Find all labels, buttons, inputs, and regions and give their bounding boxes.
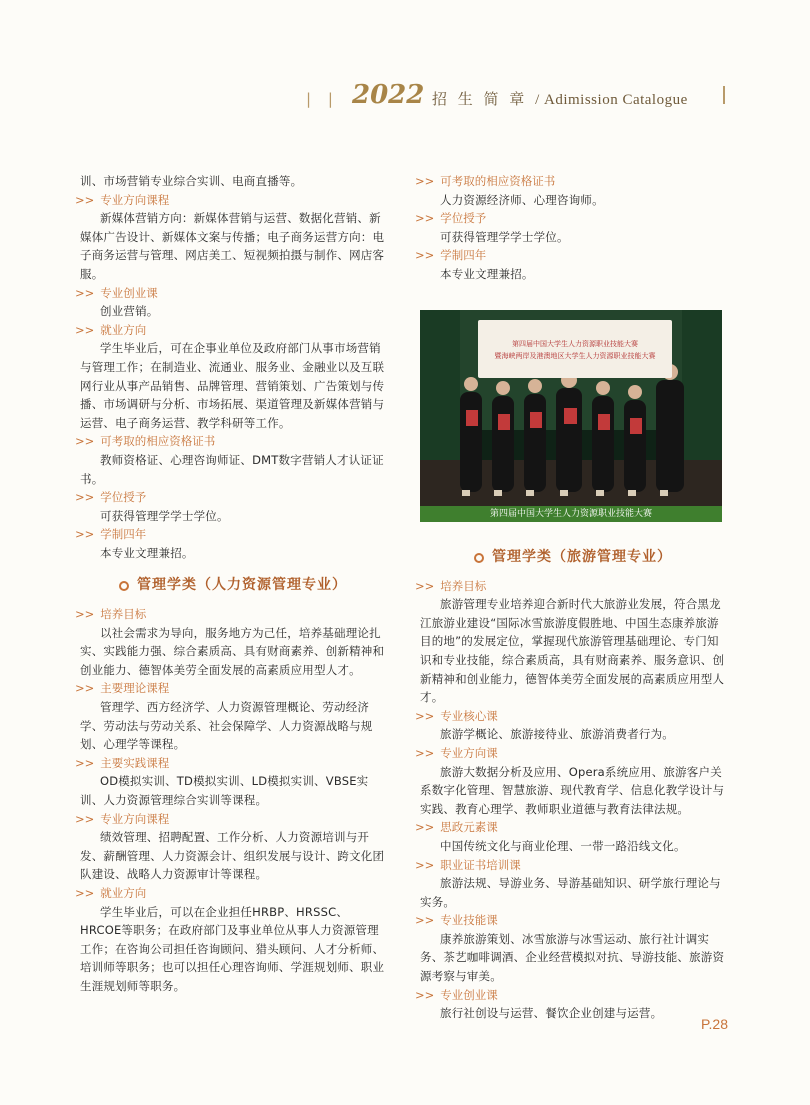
paragraph: 旅游管理专业培养迎合新时代大旅游业发展，符合黑龙江旅游业建设“国际冰雪旅游度假胜地、中国生态康养旅游目的地”的发展定位，掌握现代旅游管理基础理论、专门知识和专业技能，综合素质高，具有财商素养、服务意识、创新精神和创业能力，德智体美劳全面发展的高素质应用型人才。 — [420, 597, 725, 705]
paragraph: 康养旅游策划、冰雪旅游与冰雪运动、旅行社计调实务、茶艺咖啡调酒、企业经营模拟对抗、导游技能、旅游资源考察与审美。 — [420, 931, 725, 984]
paragraph: 创业营销。 — [100, 304, 159, 319]
right-column-bottom — [415, 534, 726, 1023]
banner-line2: 暨海峡两岸及港澳地区大学生人力资源职业技能大赛 — [494, 352, 656, 360]
subheading: >> 专业技能课 — [415, 913, 498, 928]
paragraph: 可获得管理学学士学位。 — [100, 508, 229, 523]
section-title-tourism: 管理学类（旅游管理专业） — [420, 548, 726, 567]
subheading: >> 学制四年 — [75, 527, 147, 542]
subheading: >> 主要理论课程 — [75, 681, 170, 696]
paragraph: 学生毕业后，可在企事业单位及政府部门从事市场营销与管理工作；在制造业、流通业、服务业、金融业以及互联网行业从事产品销售、品牌管理、营销策划、广告策划与传播、市场调研与分析、市场拓展、渠道管理及新媒体营销与运营、电子商务运营、教学科研等工作。 — [80, 341, 385, 430]
subheading: >> 职业证书培训课 — [415, 857, 521, 872]
paragraph: 旅行社创设与运营、餐饮企业创建与运营。 — [440, 1006, 663, 1021]
subheading: >> 专业创业课 — [415, 987, 498, 1002]
event-banner — [478, 320, 672, 378]
paragraph: 新媒体营销方向：新媒体营销与运营、数据化营销、新媒体广告设计、新媒体文案与传播；电子商务运营方向：电子商务运营与管理、网店美工、短视频拍摄与制作、网店客服。 — [80, 211, 385, 281]
paragraph: OD模拟实训、TD模拟实训、LD模拟实训、VBSE实训、人力资源管理综合实训等课程。 — [80, 774, 369, 807]
continued-text: 训、市场营销专业综合实训、电商直播等。 — [80, 174, 303, 188]
subheading: >> 主要实践课程 — [75, 755, 170, 770]
subheading: >> 学制四年 — [415, 248, 487, 263]
subheading: >> 可考取的相应资格证书 — [415, 174, 556, 188]
paragraph: 教师资格证、心理咨询师证、DMT数字营销人才认证证书。 — [80, 452, 384, 486]
photo-caption: 第四届中国大学生人力资源职业技能大赛 — [420, 506, 722, 522]
paragraph: 旅游大数据分析及应用、Opera系统应用、旅游客户关系数字化管理、智慧旅游、现代教育学、信息化教学设计与实践、教育心理学、教师职业道德与教育法律法规。 — [420, 764, 725, 816]
subheading: >> 专业方向课程 — [75, 192, 170, 207]
paragraph: 中国传统文化与商业伦理、一带一路沿线文化。 — [440, 838, 686, 853]
paragraph: 本专业文理兼招。 — [100, 545, 194, 560]
page-number: P.28 — [701, 1016, 728, 1032]
paragraph: 旅游学概论、旅游接待业、旅游消费者行为。 — [440, 727, 674, 742]
subheading: >> 就业方向 — [75, 885, 147, 900]
paragraph: 以社会需求为导向，服务地方为己任，培养基础理论扎实、实践能力强、综合素质高、具有财商素养、创新精神和创业能力、德智体美劳全面发展的高素质应用型人才。 — [80, 625, 385, 677]
subheading: >> 专业创业课 — [75, 285, 158, 300]
paragraph: 绩效管理、招聘配置、工作分析、人力资源培训与开发、薪酬管理、人力资源会计、组织发展与设计、跨文化团队建设、战略人力资源审计等课程。 — [80, 830, 385, 882]
paragraph: 人力资源经济师、心理咨询师。 — [440, 192, 604, 207]
paragraph: 本专业文理兼招。 — [440, 266, 534, 281]
header-title-cn: 招 生 简 章 — [432, 90, 528, 108]
subheading: >> 学位授予 — [415, 211, 487, 226]
subheading: >> 思政元素课 — [415, 820, 498, 835]
banner-line1: 第四届中国大学生人力资源职业技能大赛 — [512, 340, 638, 348]
page-header — [300, 80, 740, 114]
subheading: >> 培养目标 — [415, 578, 487, 593]
right-column-top — [415, 172, 726, 284]
year-logo: 2022 — [352, 80, 425, 110]
header-bars: | | — [306, 90, 339, 108]
paragraph: 管理学、西方经济学、人力资源管理概论、劳动经济学、劳动法与劳动关系、社会保障学、人力资源战略与规划、心理学等课程。 — [80, 700, 373, 752]
section-title-hr: 管理学类（人力资源管理专业） — [80, 576, 386, 595]
subheading: >> 专业方向课程 — [75, 811, 170, 826]
left-column — [75, 172, 386, 996]
paragraph: 旅游法规、导游业务、导游基础知识、研学旅行理论与实务。 — [420, 876, 721, 909]
header-title — [432, 88, 688, 109]
award-photo — [420, 310, 722, 522]
subheading: >> 就业方向 — [75, 322, 147, 337]
subheading: >> 学位授予 — [75, 490, 147, 505]
paragraph: 学生毕业后，可以在企业担任HRBP、HRSSC、HRCOE等职务；在政府部门及事业单位从事人力资源管理工作；在咨询公司担任咨询顾问、猎头顾问、人才分析师、培训师等职务；也可以担任心理咨询师、学涯规划师、职业生涯规划师等职务。 — [80, 904, 385, 993]
subheading: >> 专业核心课 — [415, 708, 498, 723]
subheading: >> 培养目标 — [75, 607, 147, 622]
subheading: >> 专业方向课 — [415, 745, 498, 760]
header-right-bar — [723, 86, 725, 104]
ring-icon — [474, 553, 484, 563]
paragraph: 可获得管理学学士学位。 — [440, 229, 569, 244]
header-subtitle: / Adimission Catalogue — [535, 92, 688, 108]
subheading: >> 可考取的相应资格证书 — [75, 434, 216, 449]
ring-icon — [119, 581, 129, 591]
